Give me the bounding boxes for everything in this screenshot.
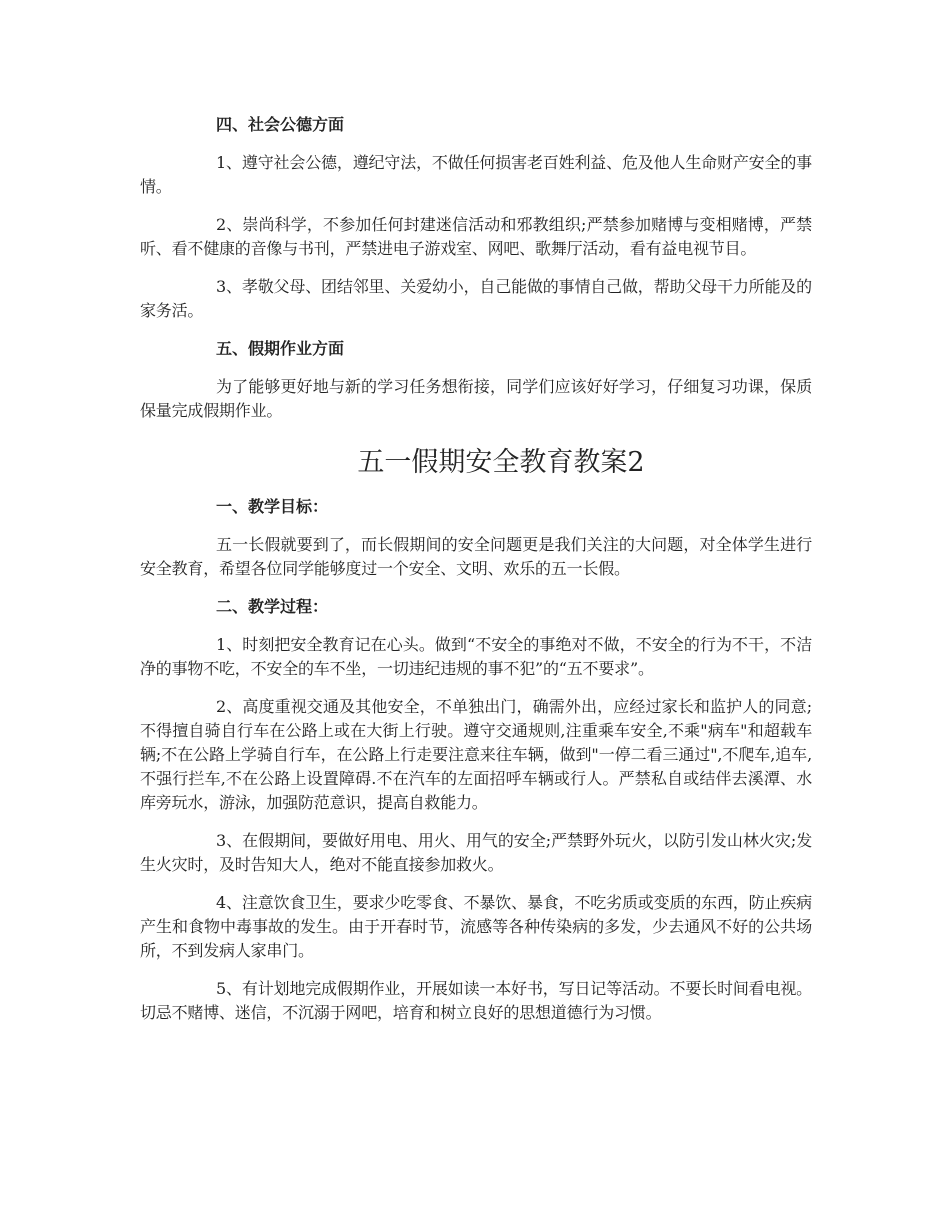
section-heading-homework: 五、假期作业方面 <box>216 339 345 358</box>
paragraph: 5、有计划地完成假期作业，开展如读一本好书，写日记等活动。不要长时间看电视。切忌不赌博、迷信，不沉溺于网吧，培育和树立良好的思想道德行为习惯。 <box>140 979 812 1022</box>
paragraph: 3、在假期间，要做好用电、用火、用气的安全;严禁野外玩火，以防引发山林火灾;发生火灾时，及时告知大人，绝对不能直接参加救火。 <box>140 831 812 874</box>
paragraph: 2、高度重视交通及其他安全，不单独出门，确需外出，应经过家长和监护人的同意;不得擅自骑自行车在公路上或在大街上行驶。遵守交通规则,注重乘车安全,不乘"病车"和超载车辆;不在公路上学骑自行车，在公路上行走要注意来往车辆，做到"一停二看三通过",不爬车,追车,不强行拦车,不在公路上设置障碍.不在汽车的左面招呼车辆或行人。严禁私自或结伴去溪潭、水库旁玩水，游泳，加强防范意识，提高自救能力。 <box>140 697 812 812</box>
paragraph: 3、孝敬父母、团结邻里、关爱幼小，自己能做的事情自己做，帮助父母干力所能及的家务活。 <box>140 277 812 320</box>
paragraph: 2、崇尚科学，不参加任何封建迷信活动和邪教组织;严禁参加赌博与变相赌博，严禁听、看不健康的音像与书刊，严禁进电子游戏室、网吧、歌舞厅活动，看有益电视节目。 <box>140 215 812 258</box>
paragraph: 五一长假就要到了，而长假期间的安全问题更是我们关注的大问题，对全体学生进行安全教育，希望各位同学能够度过一个安全、文明、欢乐的五一长假。 <box>140 535 812 578</box>
paragraph: 为了能够更好地与新的学习任务想衔接，同学们应该好好学习，仔细复习功课，保质保量完成假期作业。 <box>140 377 812 420</box>
document-page <box>140 113 812 1039</box>
document-title: 五一假期安全教育教案2 <box>357 447 645 478</box>
section-heading-public-morality: 四、社会公德方面 <box>216 115 345 134</box>
section-heading-teaching-goals: 一、教学目标： <box>216 497 329 516</box>
section-heading-teaching-process: 二、教学过程： <box>216 597 329 616</box>
paragraph: 1、时刻把安全教育记在心头。做到“不安全的事绝对不做，不安全的行为不干，不洁净的事物不吃，不安全的车不坐，一切违纪违规的事不犯”的“五不要求”。 <box>140 635 812 678</box>
paragraph: 1、遵守社会公德，遵纪守法，不做任何损害老百姓利益、危及他人生命财产安全的事情。 <box>140 153 812 196</box>
paragraph: 4、注意饮食卫生，要求少吃零食、不暴饮、暴食，不吃劣质或变质的东西，防止疾病产生和食物中毒事故的发生。由于开春时节，流感等各种传染病的多发，少去通风不好的公共场所，不到发病人家串门。 <box>140 893 812 960</box>
